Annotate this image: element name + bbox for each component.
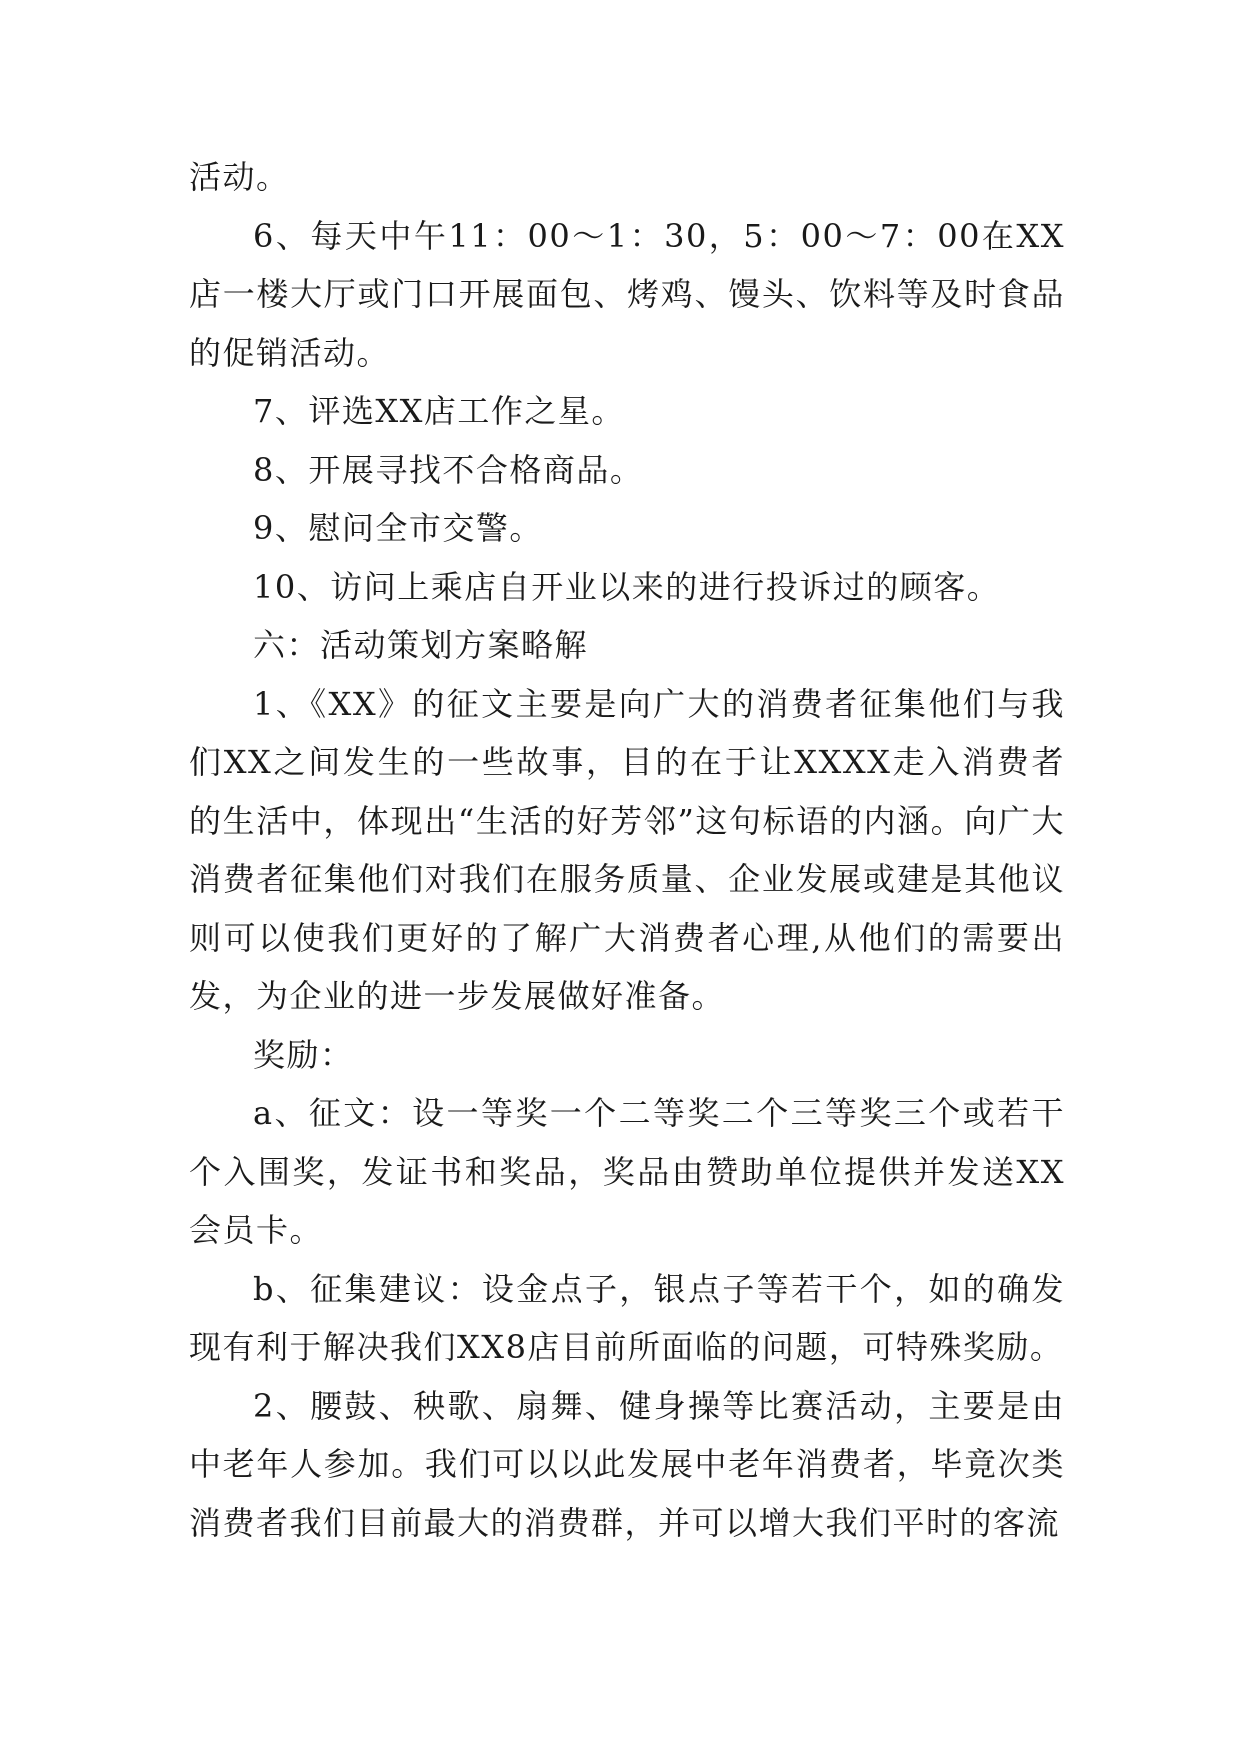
paragraph-item-10: 10、访问上乘店自开业以来的进行投诉过的顾客。: [253, 567, 1001, 606]
paragraph-continuation: 活动。: [189, 158, 290, 196]
paragraph-reward-a: a、征文：设一等奖一个二等奖二个三等奖三个或若干个入围奖，发证书和奖品，奖品由赞助单位提供并发送XX会员卡。: [189, 1094, 1065, 1249]
paragraph-competition: 2、腰鼓、秧歌、扇舞、健身操等比赛活动，主要是由中老年人参加。我们可以以此发展中老年消费者，毕竟次类消费者我们目前最大的消费群，并可以增大我们平时的客流: [189, 1386, 1065, 1542]
paragraph-item-6: 6、每天中午11：00～1：30，5：00～7：00在XX店一楼大厅或门口开展面包、烤鸡、馒头、饮料等及时食品的促销活动。: [189, 216, 1065, 372]
paragraph-item-8: 8、开展寻找不合格商品。: [253, 450, 644, 489]
paragraph-item-7: 7、评选XX店工作之星。: [253, 392, 625, 430]
paragraph-reward-b: b、征集建议：设金点子，银点子等若干个，如的确发现有利于解决我们XX8店目前所面临的问题，可特殊奖励。: [189, 1269, 1065, 1366]
section-heading: 六：活动策划方案略解: [253, 626, 589, 664]
paragraph-rewards-heading: 奖励：: [253, 1035, 354, 1074]
paragraph-item-9: 9、慰问全市交警。: [253, 509, 543, 547]
document-page: [189, 148, 1065, 1552]
paragraph-essay-contest: 1、《XX》的征文主要是向广大的消费者征集他们与我们XX之间发生的一些故事，目的在于让XXXX走入消费者的生活中，体现出“生活的好芳邻”这句标语的内涵。向广大消费者征集他们对我们在服务质量、企业发展或建是其他议则可以使我们更好的了解广大消费者心理,从他们的需要出发，为企业的进一步发展做好准备。: [189, 684, 1065, 1015]
